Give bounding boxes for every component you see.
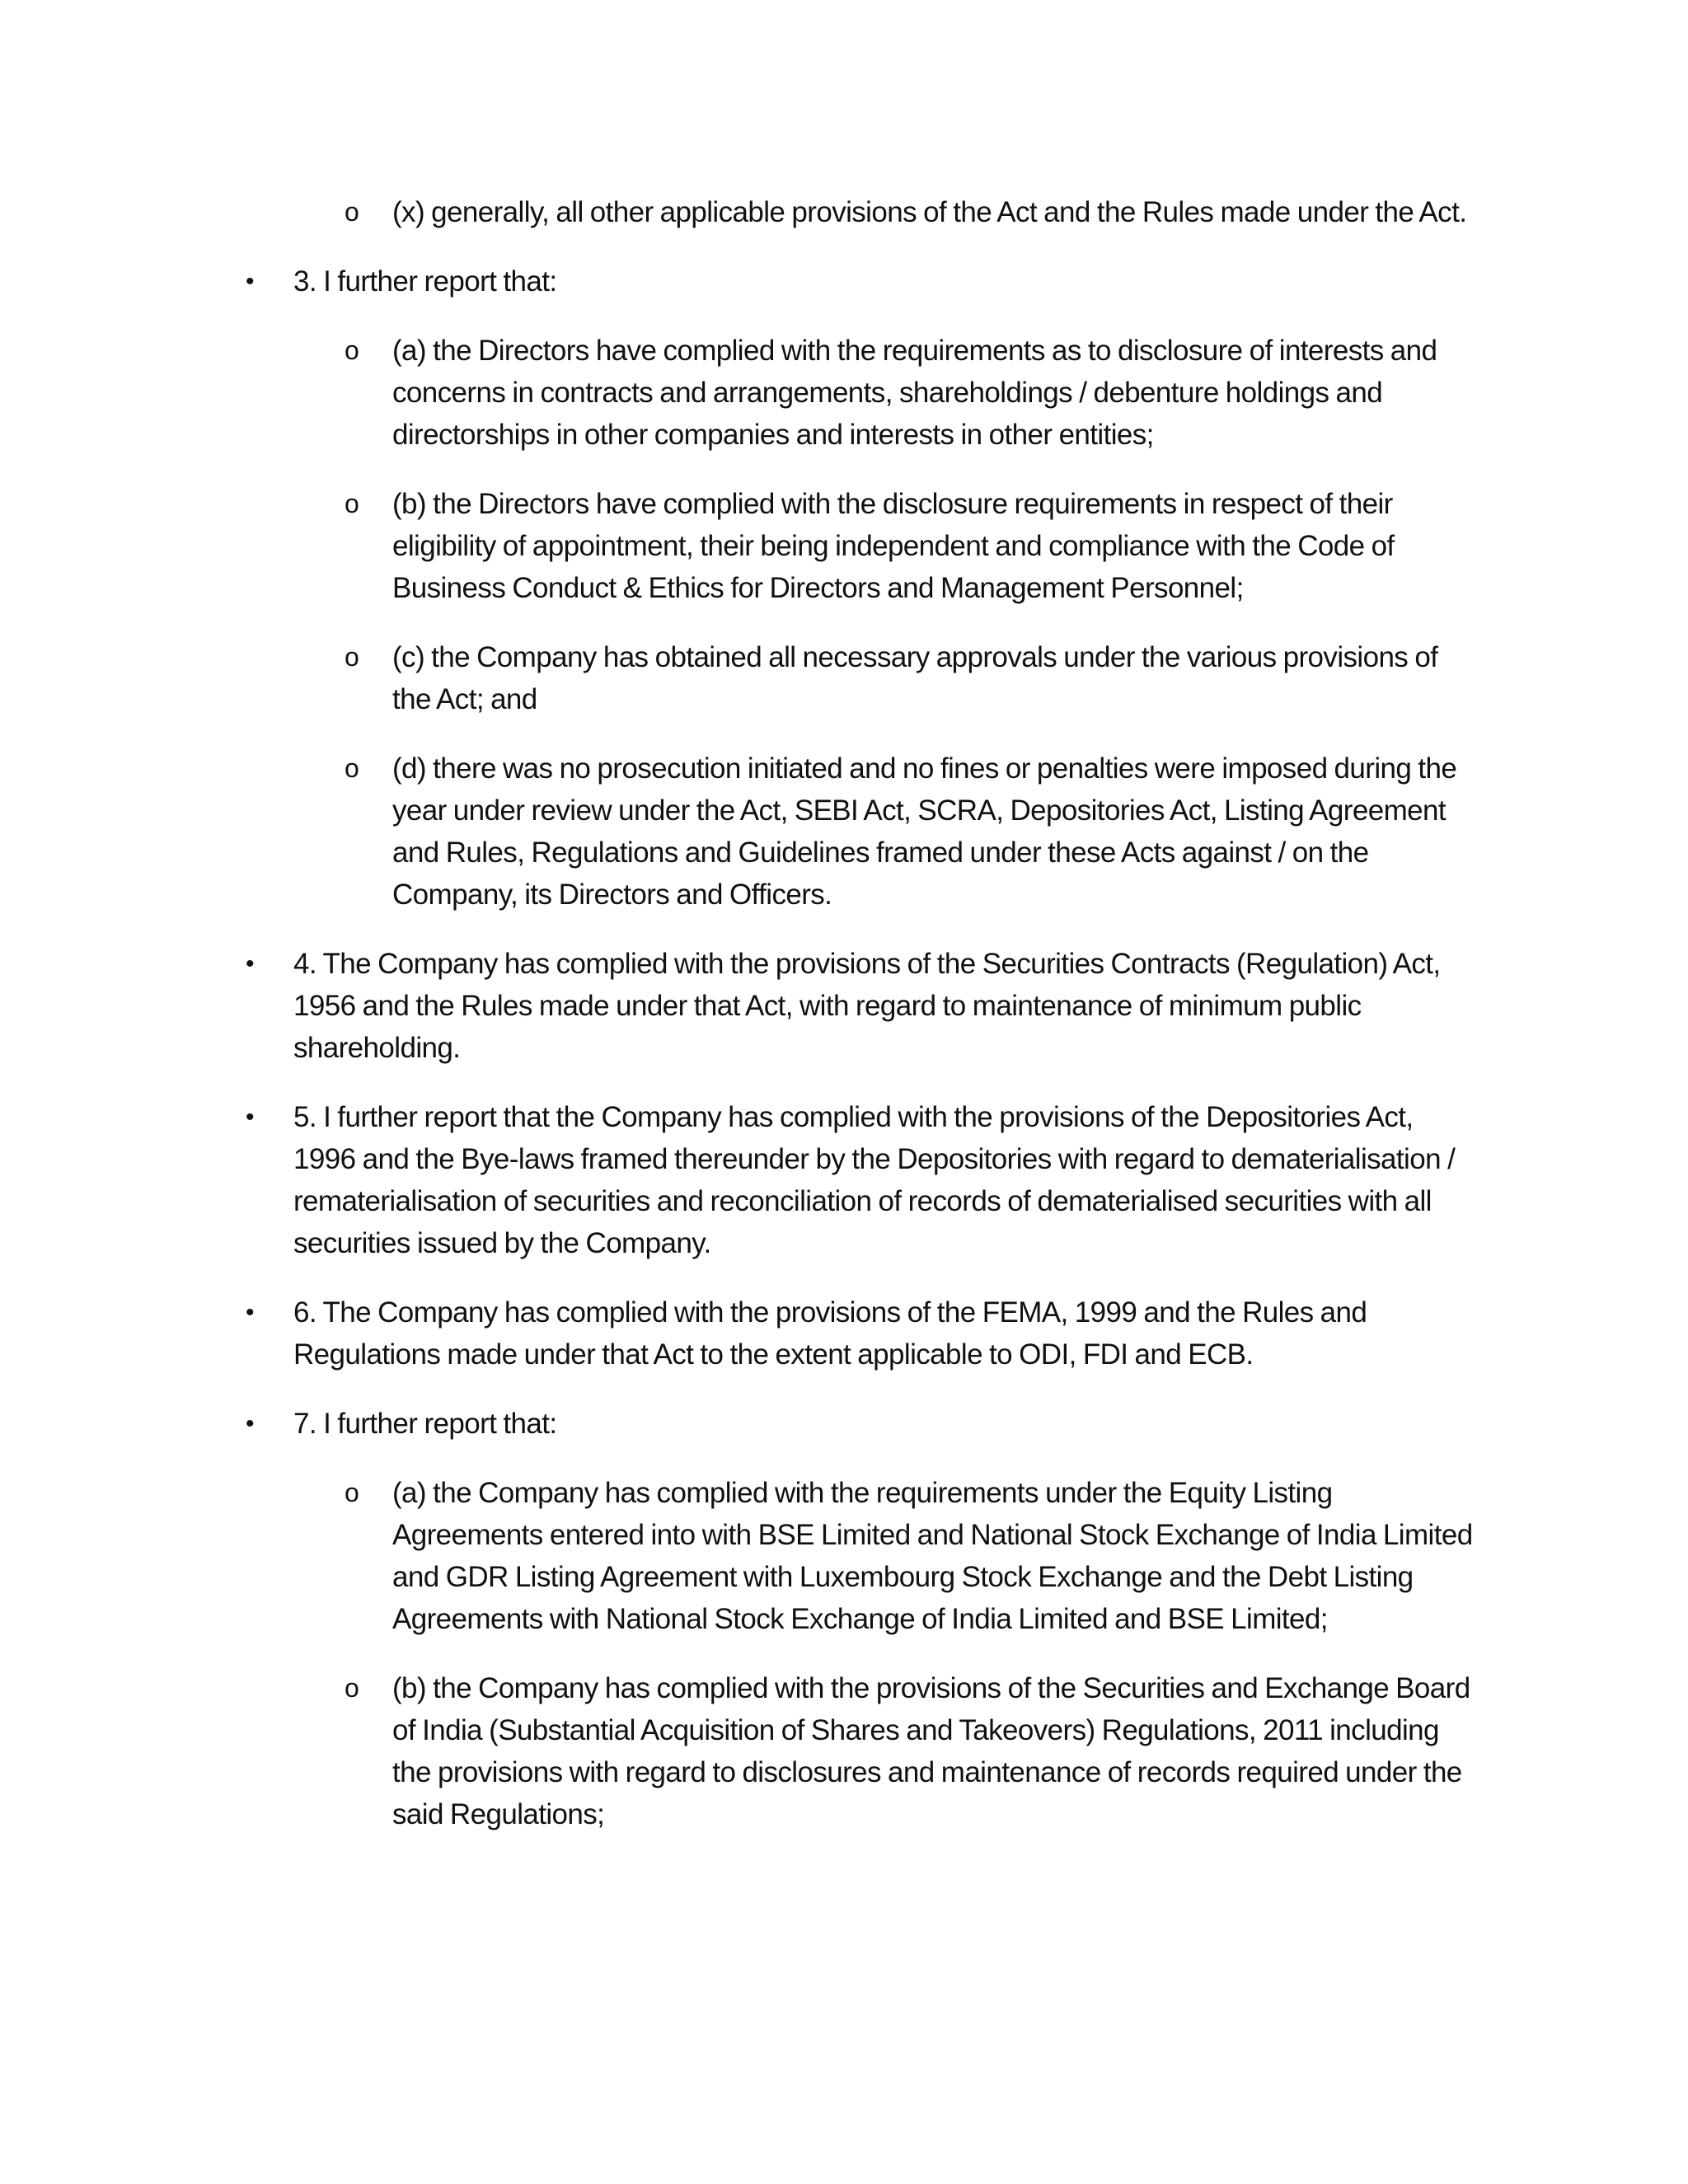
list-item-text: 6. The Company has complied with the provisions of the FEMA, 1999 and the Rules and Regulations made under that Act to the extent applicable to ODI, FDI and ECB.: [293, 1296, 1367, 1371]
list-item-text: (d) there was no prosecution initiated and no fines or penalties were imposed during the year under review under the Act, SEBI Act, SCRA, Depositories Act, Listing Agreement and Rules, Regulations and Guidelines framed under these Acts against / on the Company, its Directors and Officers.: [392, 752, 1457, 911]
list-item-7-further-report: [246, 1403, 1480, 1445]
list-item-5-depositories-act: [246, 1096, 1480, 1264]
list-item-text: 4. The Company has complied with the provisions of the Securities Contracts (Regulation) Act, 1956 and the Rules made under that Act, with regard to maintenance of minimum public shareholding.: [293, 948, 1441, 1064]
list-item-text: 3. I further report that:: [293, 265, 557, 298]
list-item-3d-no-prosecution: [293, 748, 1480, 916]
sub-bullet-marker: o: [345, 1673, 359, 1703]
bullet-marker: •: [246, 1410, 254, 1437]
list-item-text: 7. I further report that:: [293, 1408, 557, 1440]
list-item-3c-approvals: [293, 636, 1480, 720]
list-item-3-further-report: [246, 260, 1480, 302]
list-item-text: (b) the Directors have complied with the disclosure requirements in respect of their eligibility of appointment, their being independent and compliance with the Code of Business Conduct & Ethics for Directors and Management Personnel;: [392, 488, 1395, 604]
list-item-3a-disclosure-of-interests: [293, 330, 1480, 456]
list-item-7a-listing-agreements: [293, 1472, 1480, 1640]
bullet-marker: •: [246, 1299, 254, 1326]
bullet-marker: •: [246, 268, 254, 295]
sub-bullet-marker: o: [345, 489, 359, 518]
bullet-marker: •: [246, 950, 254, 977]
sub-bullet-marker: o: [345, 335, 359, 365]
list-item-text: (a) the Directors have complied with the requirements as to disclosure of interests and concerns in contracts and arrangements, shareholdings / debenture holdings and directorships in other companies and interests in other entities;: [392, 335, 1437, 451]
list-item-text: (a) the Company has complied with the requirements under the Equity Listing Agreements entered into with BSE Limited and National Stock Exchange of India Limited and GDR Listing Agreement with Luxembourg Stock Exchange and the Debt Listing Agreements with National Stock Exchange of India Limited and BSE Limited;: [392, 1477, 1473, 1635]
sub-bullet-marker: o: [345, 1478, 359, 1507]
sub-bullet-marker: o: [345, 753, 359, 783]
list-item-text: 5. I further report that the Company has complied with the provisions of the Depositories Act, 1996 and the Bye-laws framed thereunder by the Depositories with regard to dematerialisation / rematerialisation of securities and reconciliation of records of dematerialised securities with all securities issued by the Company.: [293, 1101, 1456, 1259]
sub-bullet-marker: o: [345, 642, 359, 672]
list-item-text: (c) the Company has obtained all necessary approvals under the various provisions of the Act; and: [392, 641, 1438, 715]
list-item-4-securities-contracts: [246, 943, 1480, 1069]
sub-bullet-marker: o: [345, 197, 359, 227]
list-item-6-fema: [246, 1291, 1480, 1376]
list-item-text: (b) the Company has complied with the provisions of the Securities and Exchange Board of India (Substantial Acquisition of Shares and Takeovers) Regulations, 2011 including the provisions with regard to disclosures and maintenance of records required under the said Regulations;: [392, 1672, 1470, 1830]
list-item-text: (x) generally, all other applicable provisions of the Act and the Rules made under the Act.: [392, 196, 1467, 228]
report-body: [246, 191, 1480, 1835]
list-item-3b-disclosure-requirements: [293, 483, 1480, 609]
bullet-marker: •: [246, 1104, 254, 1131]
list-item-x-general-provisions: [293, 191, 1480, 233]
list-item-7b-sebi-takeover-regulations: [293, 1667, 1480, 1835]
